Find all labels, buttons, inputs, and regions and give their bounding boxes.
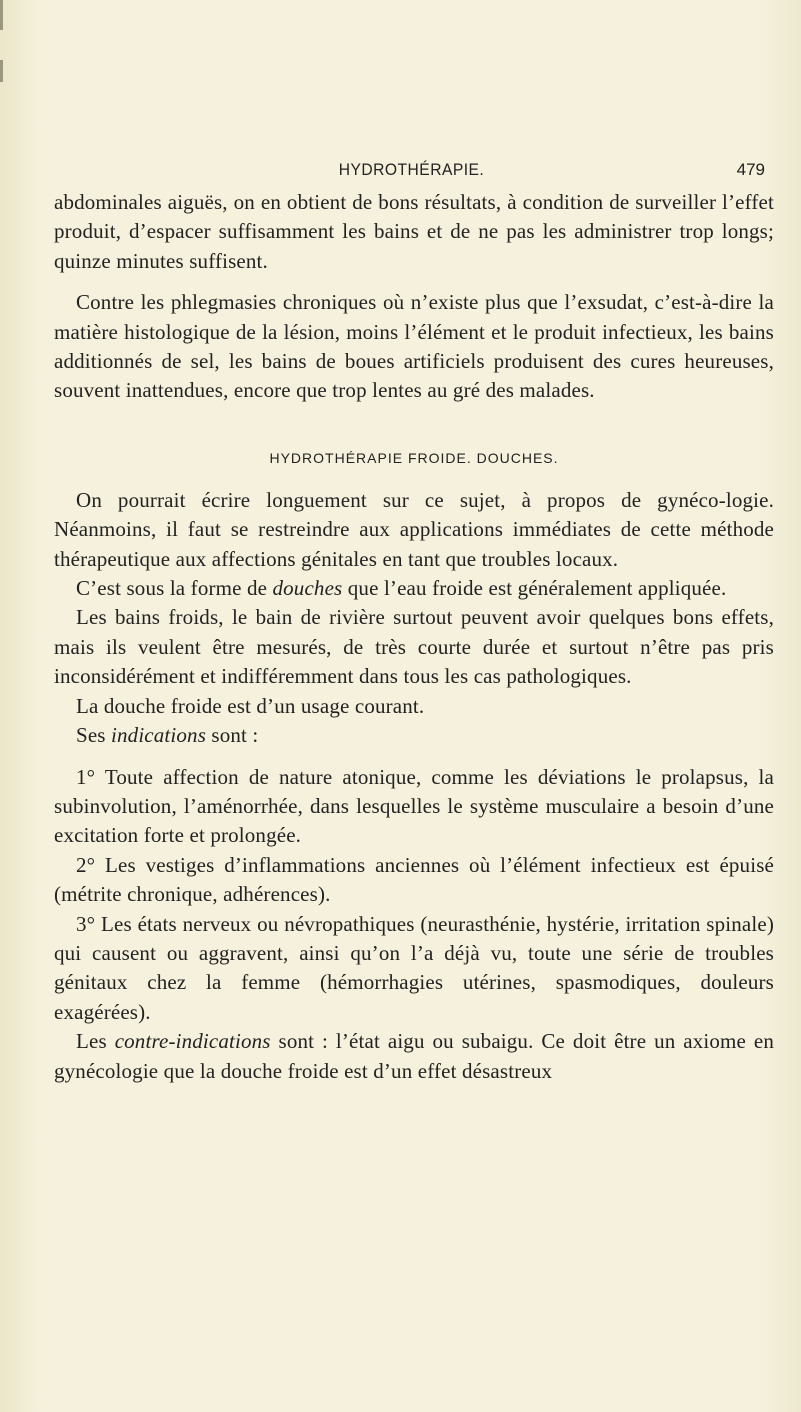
running-title: HYDROTHÉRAPIE.: [338, 160, 485, 179]
section-title: HYDROTHÉRAPIE FROIDE. DOUCHES.: [269, 449, 559, 466]
emphasis-indications: indications: [111, 723, 207, 748]
text-run: Ses: [76, 723, 112, 748]
page-body: [54, 188, 774, 1086]
paragraph-continuation: abdominales aiguës, on en obtient de bons résultats, à condition de surveiller l’effet produit, d’espacer suffisamment les bains et de ne pas les administrer trop longs; quinze minutes suffisent.: [54, 190, 774, 273]
text-run: sont : l’état aigu ou subaigu. Ce doit être un axiome en gynécologie que la douche froide est d’un effet désastreux: [54, 1029, 775, 1083]
text-run: C’est sous la forme de: [76, 576, 273, 601]
text-run: Les: [76, 1029, 115, 1054]
page-edge-mark: [0, 60, 3, 82]
emphasis-douches: douches: [272, 576, 343, 601]
page-number: 479: [736, 160, 765, 179]
page-header: [54, 160, 769, 184]
list-item-2: 2° Les vestiges d’inflammations anciennes où l’élément infectieux est épuisé (métrite chronique, adhérences).: [54, 852, 774, 907]
text-run: que l’eau froide est généralement appliquée.: [342, 576, 727, 601]
paragraph-douche-usage: La douche froide est d’un usage courant.: [76, 693, 425, 718]
list-item-1: 1° Toute affection de nature atonique, comme les déviations le prolapsus, la subinvolution, l’aménorrhée, dans lesquelles le système musculaire a besoin d’une excitation forte et prolongée.: [54, 764, 774, 848]
emphasis-contre-indications: contre-indications: [114, 1029, 271, 1054]
paragraph-phlegmasies: Contre les phlegmasies chroniques où n’existe plus que l’exsudat, c’est-à-dire la matière histologique de la lésion, moins l’élément et le produit infectieux, les bains additionnés de sel, les bains de boues artificiels produisent des cures heureuses, souvent inattendues, encore que trop lentes au gré des malades.: [54, 290, 774, 403]
paragraph-contre-indications: [54, 1027, 774, 1086]
paragraph-indications: [54, 721, 774, 750]
paragraph-douches: [54, 574, 774, 603]
text-run: sont :: [206, 723, 259, 748]
page-edge-mark: [0, 0, 3, 30]
list-item-3: 3° Les états nerveux ou névropathiques (neurasthénie, hystérie, irritation spinale) qui causent ou aggravent, ainsi qu’on l’a déjà vu, toute une série de troubles génitaux chez la femme (hémorrhagies utérines, spasmodiques, douleurs exagérées).: [54, 911, 774, 1024]
paragraph-intro: On pourrait écrire longuement sur ce sujet, à propos de gynéco-logie. Néanmoins, il faut se restreindre aux applications immédiates de cette méthode thérapeutique aux affections génitales en tant que troubles locaux.: [54, 487, 774, 571]
paragraph-bains-froids: Les bains froids, le bain de rivière surtout peuvent avoir quelques bons effets, mais ils veulent être mesurés, de très courte durée et surtout n’être pas pris inconsidérément et indifféremment dans tous les cas pathologiques.: [54, 605, 774, 689]
